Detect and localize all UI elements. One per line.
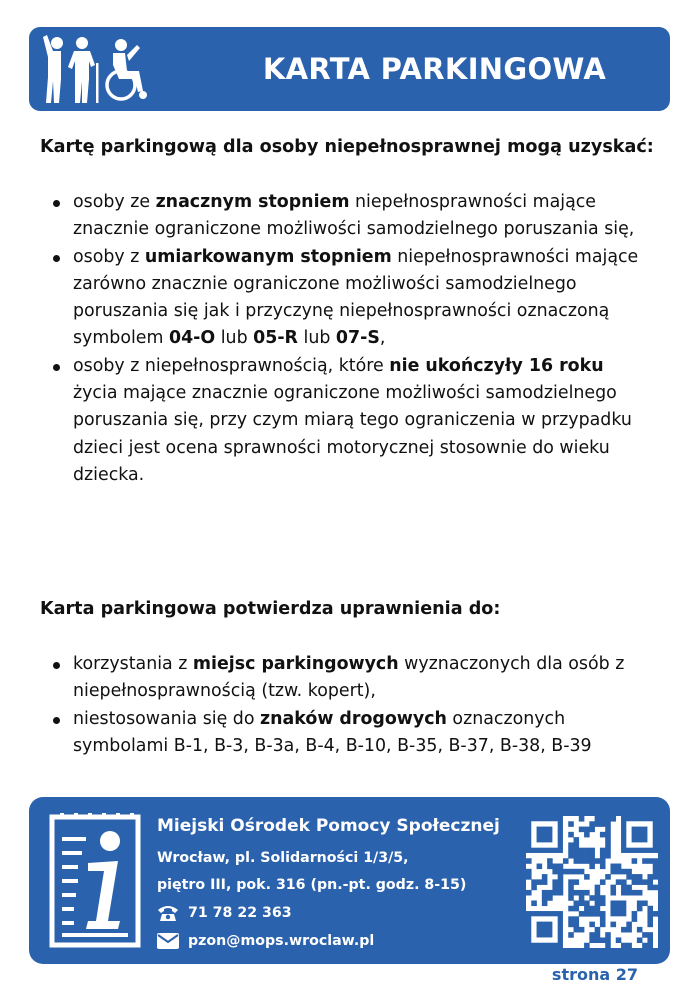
list-item xyxy=(40,651,640,706)
emphasis-text: umiarkowanym stopniem xyxy=(144,246,392,267)
emphasis-text: 05-R xyxy=(253,328,298,349)
item-text: osoby ze xyxy=(73,192,156,212)
list-item xyxy=(40,353,640,489)
bullet-icon xyxy=(53,662,60,669)
emphasis-text: nie ukończyły 16 roku xyxy=(389,355,604,376)
item-text: niepełnosprawności mające znacznie ograniczone możliwości samodzielnego poruszania się, xyxy=(73,192,635,240)
section-heading-eligibility: Kartę parkingową dla osoby niepełnosprawnej mogą uzyskać: xyxy=(40,137,654,157)
organization-name: Miejski Ośrodek Pomocy Społecznej xyxy=(157,816,500,836)
item-text: osoby z niepełnosprawnością, które xyxy=(73,355,390,376)
list-item xyxy=(40,706,640,761)
item-text: oznaczonych symbolami B-1, B-3, B-3a, B-4, B-10, B-35, B-37, B-38, B-39 xyxy=(73,708,592,756)
item-text: lub xyxy=(215,328,254,349)
address-line-2: piętro III, pok. 316 (pn.-pt. godz. 8-15) xyxy=(157,877,467,893)
emphasis-text: znacznym stopniem xyxy=(155,192,350,212)
people-with-disabilities-icon xyxy=(39,35,159,103)
bullet-icon xyxy=(53,364,60,371)
header-banner xyxy=(29,27,670,111)
page-title: KARTA PARKINGOWA xyxy=(262,52,607,86)
item-text: wyznaczonych dla osób z niepełnosprawnością (tzw. kopert), xyxy=(73,654,625,702)
bullet-icon xyxy=(53,255,60,262)
item-text: lub xyxy=(297,328,336,349)
info-document-icon xyxy=(46,813,144,949)
email-address[interactable]: pzon@mops.wroclaw.pl xyxy=(188,933,375,949)
bullet-icon xyxy=(53,717,60,724)
item-text: , xyxy=(379,328,386,349)
item-text: niestosowania się do xyxy=(73,708,261,729)
list-item xyxy=(40,244,640,353)
item-text: korzystania z xyxy=(73,654,193,674)
email-row xyxy=(157,927,500,955)
emphasis-text: 07-S xyxy=(335,328,380,349)
phone-row xyxy=(157,899,500,927)
privileges-list xyxy=(40,651,640,760)
page-number: strona 27 xyxy=(551,965,638,984)
emphasis-text: miejsc parkingowych xyxy=(192,654,399,674)
emphasis-text: 04-O xyxy=(168,328,216,349)
eligibility-list xyxy=(40,189,640,489)
emphasis-text: znaków drogowych xyxy=(260,708,447,729)
bullet-icon xyxy=(53,200,60,207)
email-icon xyxy=(157,933,179,949)
contact-info xyxy=(157,816,500,955)
section-heading-privileges: Karta parkingowa potwierdza uprawnienia do: xyxy=(40,599,501,619)
list-item xyxy=(40,189,640,244)
address-line-1: Wrocław, pl. Solidarności 1/3/5, xyxy=(157,850,409,866)
phone-number[interactable]: 71 78 22 363 xyxy=(188,905,292,921)
contact-footer xyxy=(29,797,670,964)
qr-code-icon[interactable] xyxy=(526,816,658,948)
item-text: osoby z xyxy=(73,246,145,267)
item-text: niepełnosprawności mające zarówno znacznie ograniczone możliwości samodzielnego poruszania się jak i przyczynę niepełnosprawności oznaczoną symbolem xyxy=(73,246,639,349)
phone-icon xyxy=(157,904,179,922)
item-text: życia mające znacznie ograniczone możliwości samodzielnego poruszania się, przy czym miarą tego ograniczenia w przypadku dzieci jest ocena sprawności motorycznej stosownie do wieku dziecka. xyxy=(73,383,632,485)
